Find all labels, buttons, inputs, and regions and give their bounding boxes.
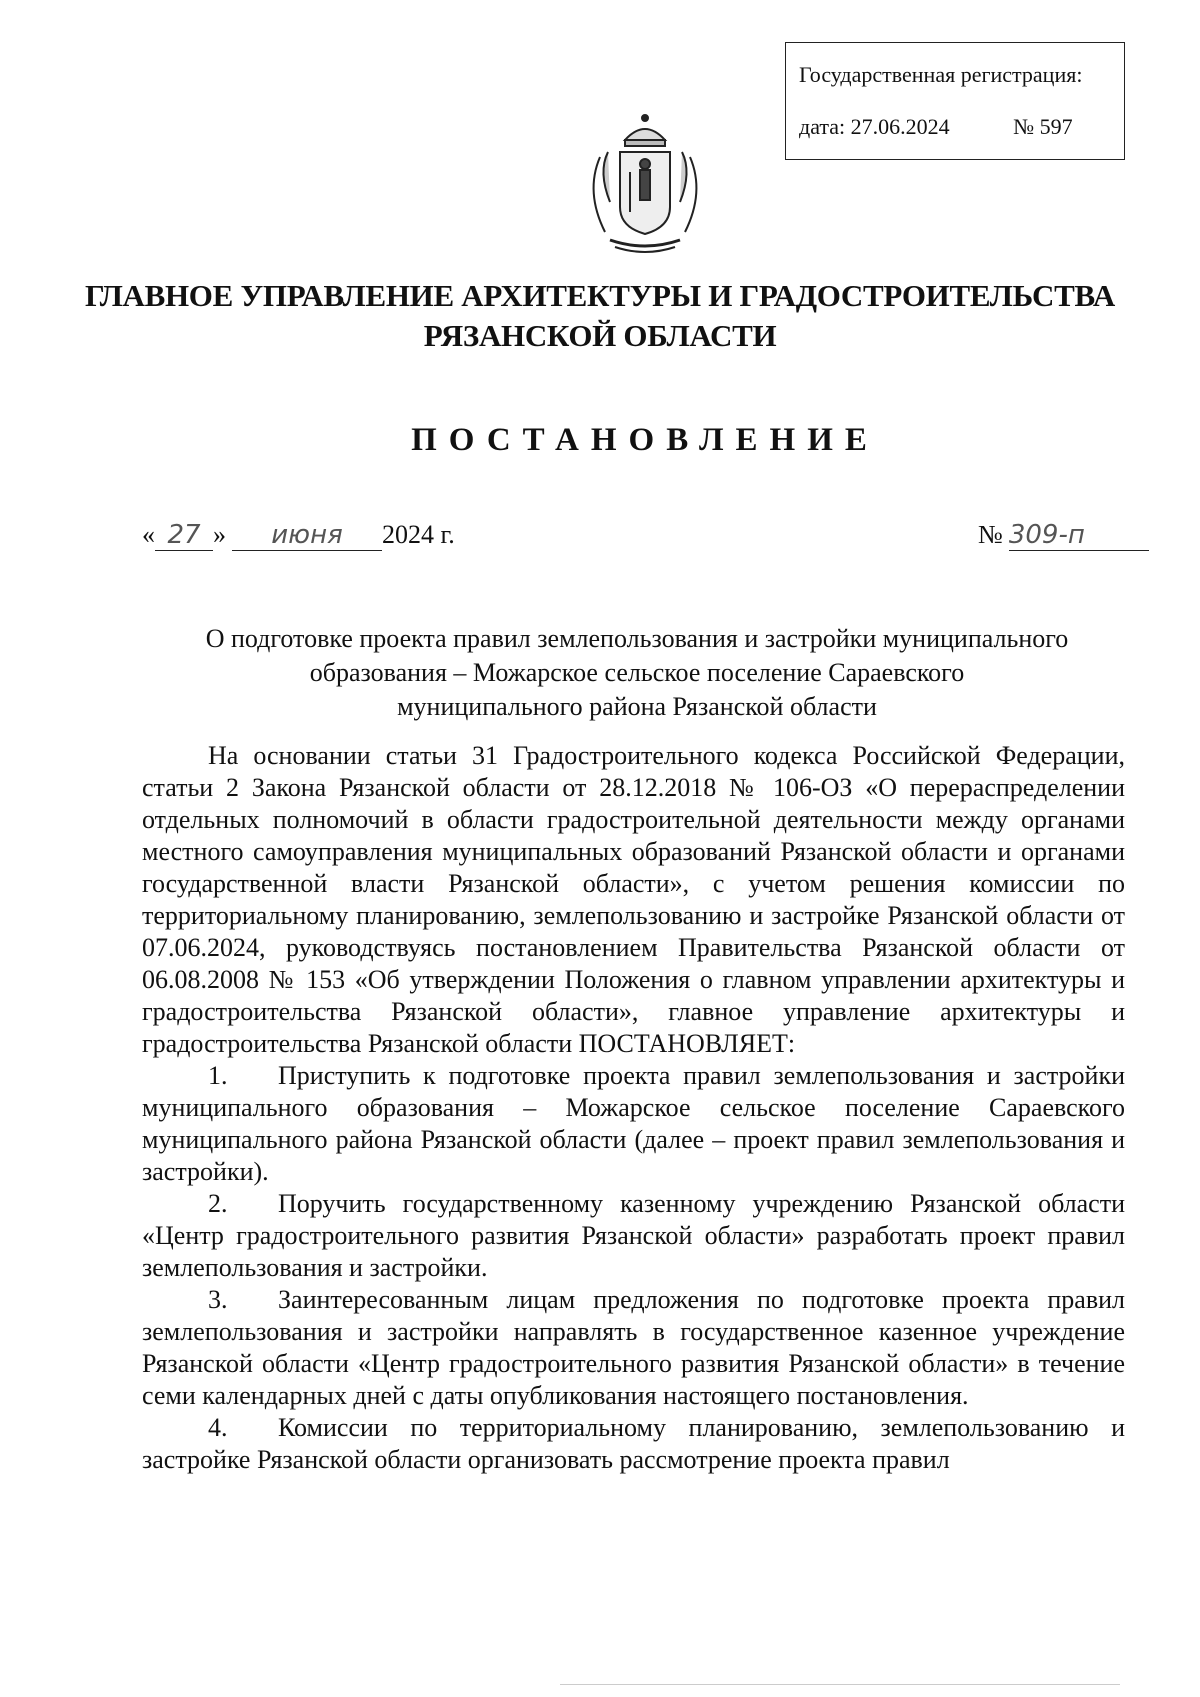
item-number: 4. [208, 1413, 228, 1442]
subject-line3: муниципального района Рязанской области [397, 692, 877, 721]
date-open-quote: « [142, 520, 155, 549]
document-number-prefix: № [978, 520, 1003, 549]
preamble-paragraph: На основании статьи 31 Градостроительного кодекса Российской Федерации, статьи 2 Закона Рязанской области от 28.12.2018 № 106-ОЗ «О перераспределении отдельных полномочий в области градостроительной деятельности между органами местного самоуправления муниципальных образований Рязанской области и органами государственной власти Рязанской области», с учетом решения комиссии по территориальному планированию, землепользованию и застройке Рязанской области от 07.06.2024, руководствуясь постановлением Правительства Рязанской области от 06.08.2008 № 153 «Об утверждении Положения о главном управлении архитектуры и градостроительства Рязанской области», главное управление архитектуры и градостроительства Рязанской области ПОСТАНОВЛЯЕТ: [142, 741, 1125, 1058]
date-year: 2024 г. [382, 520, 455, 549]
item-text: Комиссии по территориальному планированию, землепользованию и застройке Рязанской области организовать рассмотрение проекта правил [142, 1413, 1125, 1474]
item-text: Приступить к подготовке проекта правил землепользования и застройки муниципального образования – Можарское сельское поселение Сараевского муниципального района Рязанской области (далее – проект правил землепользования и застройки). [142, 1061, 1125, 1186]
document-type: ПОСТАНОВЛЕНИЕ [411, 422, 879, 458]
ryazan-coat-of-arms-icon [570, 112, 720, 258]
item-number: 2. [208, 1189, 228, 1218]
item-number: 1. [208, 1061, 228, 1090]
list-item [142, 1284, 1125, 1412]
subject-line1: О подготовке проекта правил землепользования и застройки муниципального [205, 624, 1069, 653]
registration-date: дата: 27.06.2024 [799, 114, 950, 139]
organization-title-line2: РЯЗАНСКОЙ ОБЛАСТИ [423, 318, 777, 353]
date-day: 27 [155, 520, 213, 551]
list-item [142, 1060, 1125, 1188]
item-number: 3. [208, 1285, 228, 1314]
list-item [142, 1412, 1125, 1476]
subject-line2: образования – Можарское сельское поселение Сараевского [309, 658, 965, 687]
item-text: Заинтересованным лицам предложения по подготовке проекта правил землепользования и застройки направлять в государственное казенное учреждение Рязанской области «Центр градостроительного развития Рязанской области» в течение семи календарных дней с даты опубликования настоящего постановления. [142, 1285, 1125, 1410]
document-number-value: 309-п [1009, 520, 1149, 551]
registration-number: № 597 [1013, 114, 1073, 139]
item-text: Поручить государственному казенному учреждению Рязанской области «Центр градостроительного развития Рязанской области» разработать проект правил землепользования и застройки. [142, 1189, 1125, 1282]
organization-title [60, 276, 1140, 356]
date-close-quote: » [213, 520, 226, 549]
document-body [142, 740, 1125, 1476]
registration-stamp [785, 42, 1125, 160]
organization-title-line1: ГЛАВНОЕ УПРАВЛЕНИЕ АРХИТЕКТУРЫ И ГРАДОСТРОИТЕЛЬСТВА [84, 278, 1115, 313]
document-subject [142, 622, 1132, 724]
registration-title: Государственная регистрация: [799, 62, 1083, 87]
document-number [978, 520, 1149, 551]
registration-details [799, 111, 1124, 143]
date-month: июня [232, 520, 382, 551]
document-date [142, 520, 455, 551]
list-item [142, 1188, 1125, 1284]
page-edge-line [560, 1684, 1120, 1685]
